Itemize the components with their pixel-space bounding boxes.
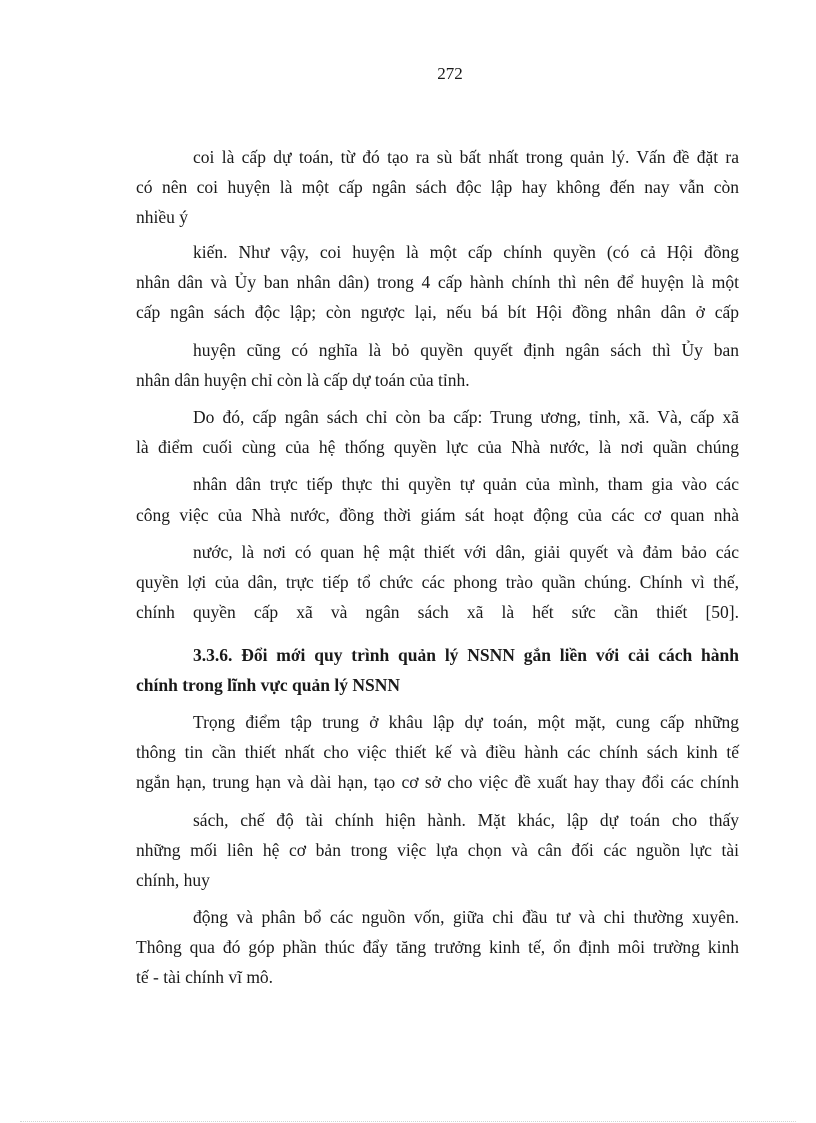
- page-bottom-rule: [20, 1121, 796, 1122]
- text-line: những mối liên hệ cơ bản trong việc lựa chọn và cân đối các nguồn lực tài: [136, 840, 739, 860]
- text-line: nhân dân và Ủy ban nhân dân) trong 4 cấp hành chính thì nên để huyện là một: [136, 272, 739, 292]
- page-number: 272: [437, 64, 463, 83]
- section-heading: 3.3.6. Đổi mới quy trình quản lý NSNN gắn liền với cải cách hành: [193, 645, 739, 665]
- text-line: thông tin cần thiết nhất cho việc thiết kế và điều hành các chính sách kinh tế: [136, 742, 739, 762]
- text-line: công việc của Nhà nước, đồng thời giám sát hoạt động của các cơ quan nhà: [136, 505, 739, 525]
- text-line: nhân dân huyện chỉ còn là cấp dự toán của tỉnh.: [136, 370, 470, 390]
- text-line: huyện cũng có nghĩa là bỏ quyền quyết định ngân sách thì Ủy ban: [193, 340, 739, 360]
- text-line: chính, huy: [136, 870, 210, 890]
- text-line: tế - tài chính vĩ mô.: [136, 967, 274, 987]
- text-line: là điểm cuối cùng của hệ thống quyền lực của Nhà nước, là nơi quần chúng: [136, 437, 739, 457]
- text-line: ngắn hạn, trung hạn và dài hạn, tạo cơ sở cho việc đề xuất hay thay đổi các chính: [136, 772, 739, 792]
- text-line: Trọng điểm tập trung ở khâu lập dự toán, một mặt, cung cấp những: [193, 712, 739, 732]
- section-heading: chính trong lĩnh vực quản lý NSNN: [136, 675, 401, 695]
- text-line: Thông qua đó góp phần thúc đẩy tăng trưởng kinh tế, ổn định môi trường kinh: [136, 937, 739, 957]
- text-line: kiến. Như vậy, coi huyện là một cấp chính quyền (có cả Hội đồng: [193, 242, 739, 262]
- text-line: quyền lợi của dân, trực tiếp tổ chức các phong trào quần chúng. Chính vì thế,: [136, 572, 739, 592]
- text-line: nhiều ý: [136, 207, 189, 227]
- text-line: cấp ngân sách độc lập; còn ngược lại, nếu bá bít Hội đồng nhân dân ở cấp: [136, 302, 739, 322]
- text-line: nước, là nơi có quan hệ mật thiết với dân, giải quyết và đảm bảo các: [193, 542, 739, 562]
- text-line: nhân dân trực tiếp thực thi quyền tự quản của mình, tham gia vào các: [193, 474, 739, 494]
- text-line: động và phân bổ các nguồn vốn, giữa chi đầu tư và chi thường xuyên.: [193, 907, 739, 927]
- text-line: Do đó, cấp ngân sách chỉ còn ba cấp: Trung ương, tỉnh, xã. Và, cấp xã: [193, 407, 739, 427]
- text-line: coi là cấp dự toán, từ đó tạo ra sù bất nhất trong quản lý. Vấn đề đặt ra: [193, 147, 739, 167]
- text-line: có nên coi huyện là một cấp ngân sách độc lập hay không đến nay vẫn còn: [136, 177, 739, 197]
- text-line: chính quyền cấp xã và ngân sách xã là hết sức cần thiết [50].: [136, 602, 739, 622]
- text-line: sách, chế độ tài chính hiện hành. Mặt khác, lập dự toán cho thấy: [193, 810, 739, 830]
